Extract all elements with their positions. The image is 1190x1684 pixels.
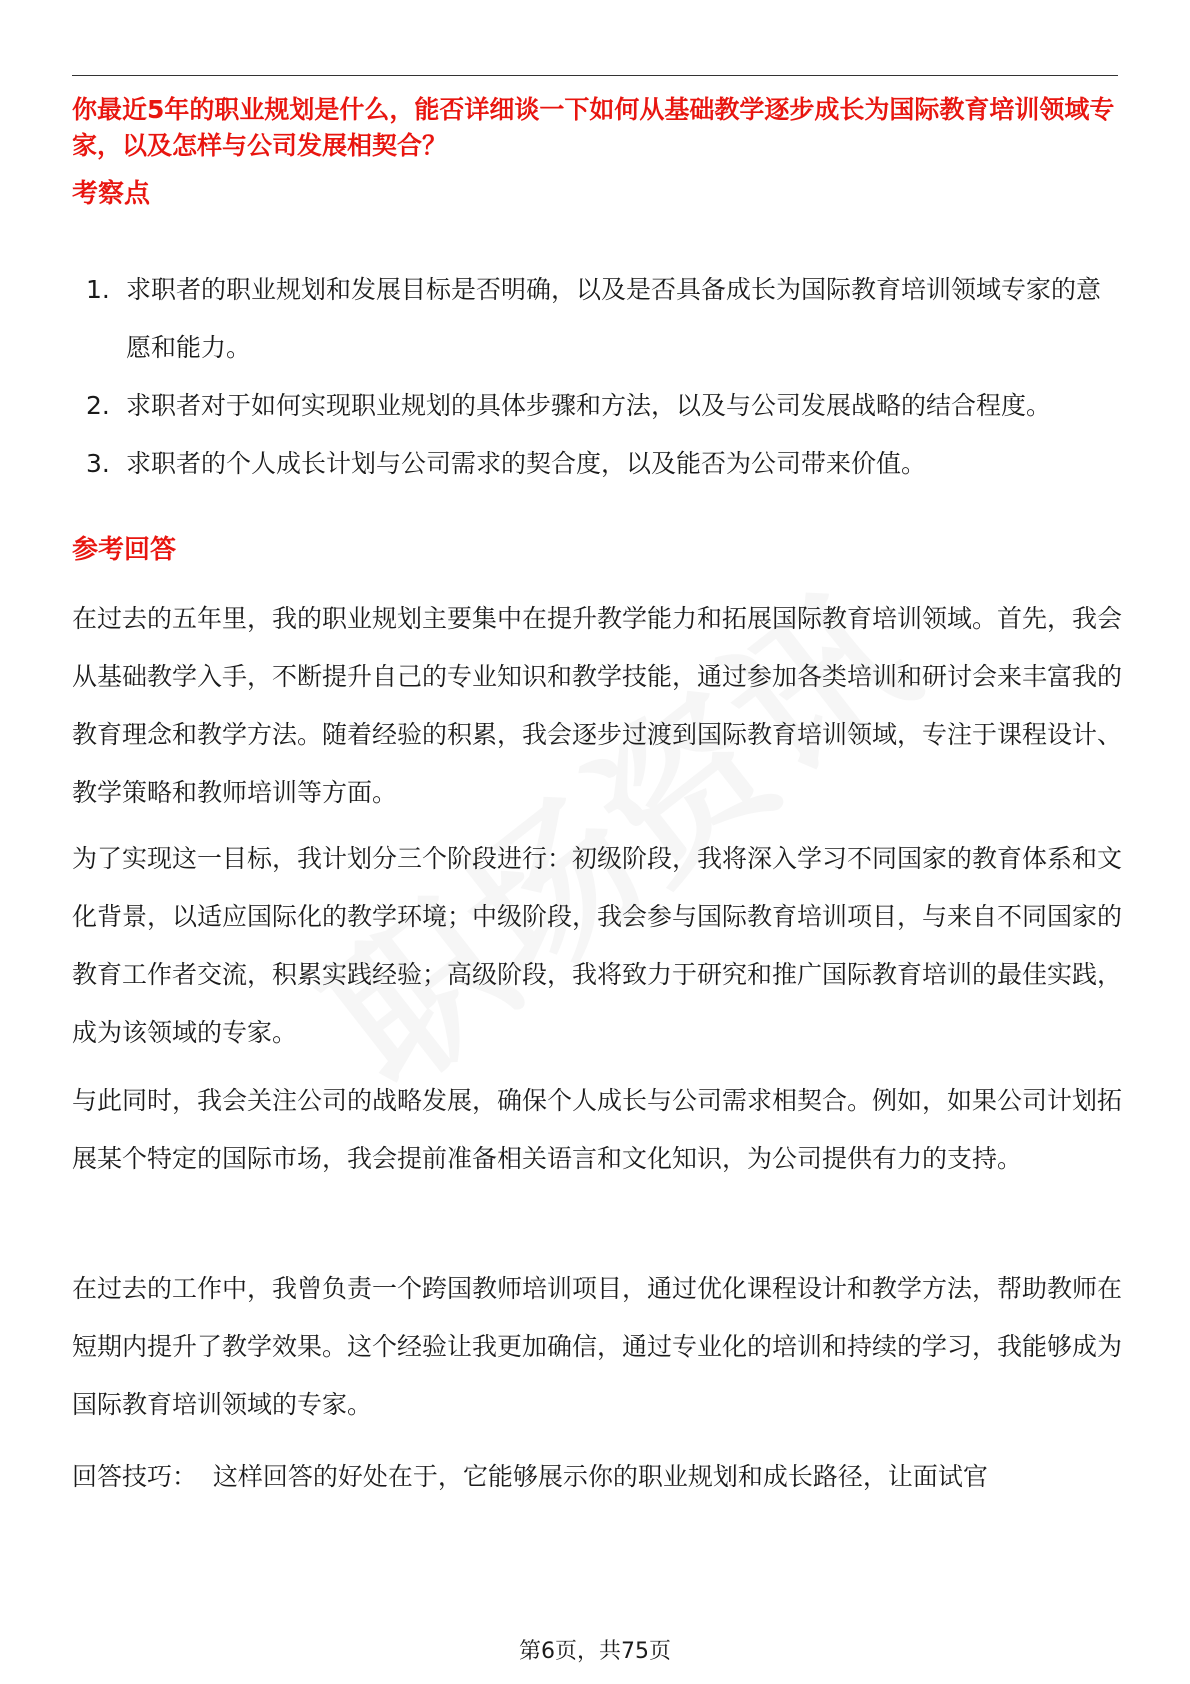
list-item-number: 1. — [86, 275, 110, 304]
question-title: 你最近5年的职业规划是什么，能否详细谈一下如何从基础教学逐步成长为国际教育培训领域专家，以及怎样与公司发展相契合？ — [72, 95, 1115, 160]
answer-paragraph: 在过去的五年里，我的职业规划主要集中在提升教学能力和拓展国际教育培训领域。首先，我会从基础教学入手，不断提升自己的专业知识和教学技能，通过参加各类培训和研讨会来丰富我的教育理念和教学方法。随着经验的积累，我会逐步过渡到国际教育培训领域，专注于课程设计、教学策略和教师培训等方面。 — [72, 604, 1123, 807]
list-item-number: 2. — [86, 391, 110, 420]
list-item-number: 3. — [86, 449, 110, 478]
answer-paragraph: 为了实现这一目标，我计划分三个阶段进行：初级阶段，我将深入学习不同国家的教育体系和文化背景，以适应国际化的教学环境；中级阶段，我会参与国际教育培训项目，与来自不同国家的教育工作者交流，积累实践经验；高级阶段，我将致力于研究和推广国际教育培训的最佳实践，成为该领域的专家。 — [72, 844, 1123, 1047]
list-item — [72, 261, 1118, 377]
list-item-text: 求职者的职业规划和发展目标是否明确，以及是否具备成长为国际教育培训领域专家的意愿和能力。 — [126, 275, 1102, 362]
list-item — [72, 377, 1118, 435]
list-item-text: 求职者对于如何实现职业规划的具体步骤和方法，以及与公司发展战略的结合程度。 — [126, 391, 1052, 420]
top-divider — [72, 75, 1118, 76]
answer-paragraph: 与此同时，我会关注公司的战略发展，确保个人成长与公司需求相契合。例如，如果公司计划拓展某个特定的国际市场，我会提前准备相关语言和文化知识，为公司提供有力的支持。 — [72, 1086, 1123, 1173]
assessment-heading: 考察点 — [72, 179, 151, 209]
list-item — [72, 435, 1118, 493]
assessment-list — [72, 261, 1118, 493]
answer-heading: 参考回答 — [72, 535, 177, 565]
answer-paragraph: 在过去的工作中，我曾负责一个跨国教师培训项目，通过优化课程设计和教学方法，帮助教师在短期内提升了教学效果。这个经验让我更加确信，通过专业化的培训和持续的学习，我能够成为国际教育培训领域的专家。 — [72, 1274, 1123, 1419]
answer-tip-paragraph: 回答技巧： 这样回答的好处在于，它能够展示你的职业规划和成长路径，让面试官 — [72, 1462, 988, 1491]
page-number-footer: 第6页，共75页 — [519, 1639, 671, 1664]
list-item-text: 求职者的个人成长计划与公司需求的契合度，以及能否为公司带来价值。 — [126, 449, 927, 478]
